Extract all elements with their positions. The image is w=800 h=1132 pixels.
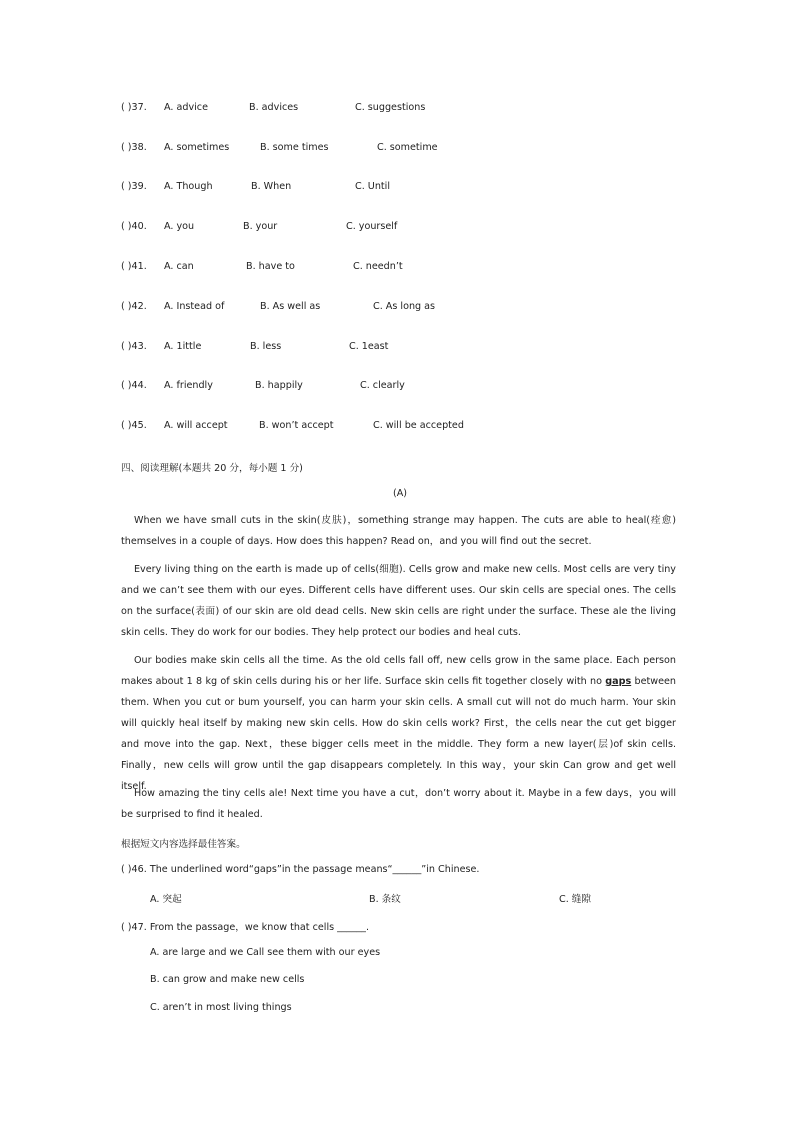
option-b: B. your xyxy=(243,221,278,232)
paragraph-2 xyxy=(121,559,676,643)
paragraph-4-text: How amazing the tiny cells ale! Next time you have a cut，don’t worry about it. Maybe in a few days，you will be surprised to find it healed. xyxy=(121,788,676,820)
question-47-stem: ( )47. From the passage，we know that cells ______. xyxy=(121,922,370,933)
question-number: ( )39. xyxy=(121,181,147,192)
paragraph-3-before: Our bodies make skin cells all the time. As the old cells fall off, new cells grow in the same place. Each person makes about 1 8 kg of skin cells during his or her life. Surface skin cells fit together closely with no xyxy=(121,655,676,687)
paragraph-4 xyxy=(121,783,676,825)
option-b: B. advices xyxy=(249,102,299,113)
paragraph-2-text: Every living thing on the earth is made up of cells(细胞). Cells grow and make new cells. Most cells are very tiny and we can’t see them with our eyes. Different cells have different uses. Our skin cells are special ones. The cells on the surface(表面) of our skin are old dead cells. New skin cells are right under the surface. These ale the living skin cells. They do work for our bodies. They help protect our bodies and heal cuts. xyxy=(121,564,676,638)
paragraph-3 xyxy=(121,650,676,797)
question-46-option-c: C. 缝隙 xyxy=(559,894,591,905)
option-a: A. you xyxy=(164,221,195,232)
question-number: ( )45. xyxy=(121,420,147,431)
passage-label: (A) xyxy=(392,488,408,499)
option-c: C. As long as xyxy=(373,301,436,312)
question-47-option-b: B. can grow and make new cells xyxy=(150,974,305,985)
question-number: ( )41. xyxy=(121,261,147,272)
question-47-option-a: A. are large and we Call see them with our eyes xyxy=(150,947,381,958)
option-a: A. advice xyxy=(164,102,208,113)
option-c: C. 1east xyxy=(349,341,389,352)
question-number: ( )42. xyxy=(121,301,147,312)
option-b: B. some times xyxy=(260,142,329,153)
option-a: A. friendly xyxy=(164,380,213,391)
question-number: ( )38. xyxy=(121,142,147,153)
question-number: ( )37. xyxy=(121,102,147,113)
question-number: ( )43. xyxy=(121,341,147,352)
question-46-stem: ( )46. The underlined word“gaps”in the passage means“______”in Chinese. xyxy=(121,864,480,875)
option-c: C. needn’t xyxy=(353,261,403,272)
option-b: B. less xyxy=(250,341,282,352)
option-a: A. Though xyxy=(164,181,213,192)
option-b: B. happily xyxy=(255,380,303,391)
option-a: A. can xyxy=(164,261,194,272)
paragraph-1-text: When we have small cuts in the skin(皮肤)，something strange may happen. The cuts are able to heal(痊愈) themselves in a couple of days. How does this happen? Read on，and you will find out the secret. xyxy=(121,515,676,547)
question-number: ( )44. xyxy=(121,380,147,391)
instruction: 根据短文内容选择最佳答案。 xyxy=(121,839,246,850)
option-c: C. yourself xyxy=(346,221,398,232)
option-b: B. When xyxy=(251,181,292,192)
paragraph-1 xyxy=(121,510,676,552)
underlined-word-gaps: gaps xyxy=(605,676,632,687)
question-47-option-c: C. aren’t in most living things xyxy=(150,1002,292,1013)
option-c: C. clearly xyxy=(360,380,405,391)
question-46-option-a: A. 突起 xyxy=(150,894,182,905)
option-a: A. will accept xyxy=(164,420,228,431)
option-b: B. have to xyxy=(246,261,295,272)
option-b: B. won’t accept xyxy=(259,420,334,431)
option-c: C. sometime xyxy=(377,142,438,153)
option-a: A. Instead of xyxy=(164,301,225,312)
option-a: A. 1ittle xyxy=(164,341,202,352)
question-number: ( )40. xyxy=(121,221,147,232)
option-c: C. Until xyxy=(355,181,390,192)
paragraph-3-after: between them. When you cut or bum yourself, you can harm your skin cells. A small cut will not do much harm. Your skin will quickly heal itself by making new skin cells. How do skin cells work? First，the cells near the cut get bigger and move into the gap. Next，these bigger cells meet in the middle. They form a new layer(层)of skin cells. Finally，new cells will grow until the gap disappears completely. In this way，your skin Can grow and get well itself. xyxy=(121,676,676,792)
option-b: B. As well as xyxy=(260,301,321,312)
question-46-option-b: B. 条纹 xyxy=(369,894,401,905)
paragraph-3-text xyxy=(121,650,676,797)
option-c: C. will be accepted xyxy=(373,420,464,431)
option-c: C. suggestions xyxy=(355,102,426,113)
option-a: A. sometimes xyxy=(164,142,230,153)
section-heading: 四、阅读理解(本题共 20 分，每小题 1 分) xyxy=(121,463,303,474)
